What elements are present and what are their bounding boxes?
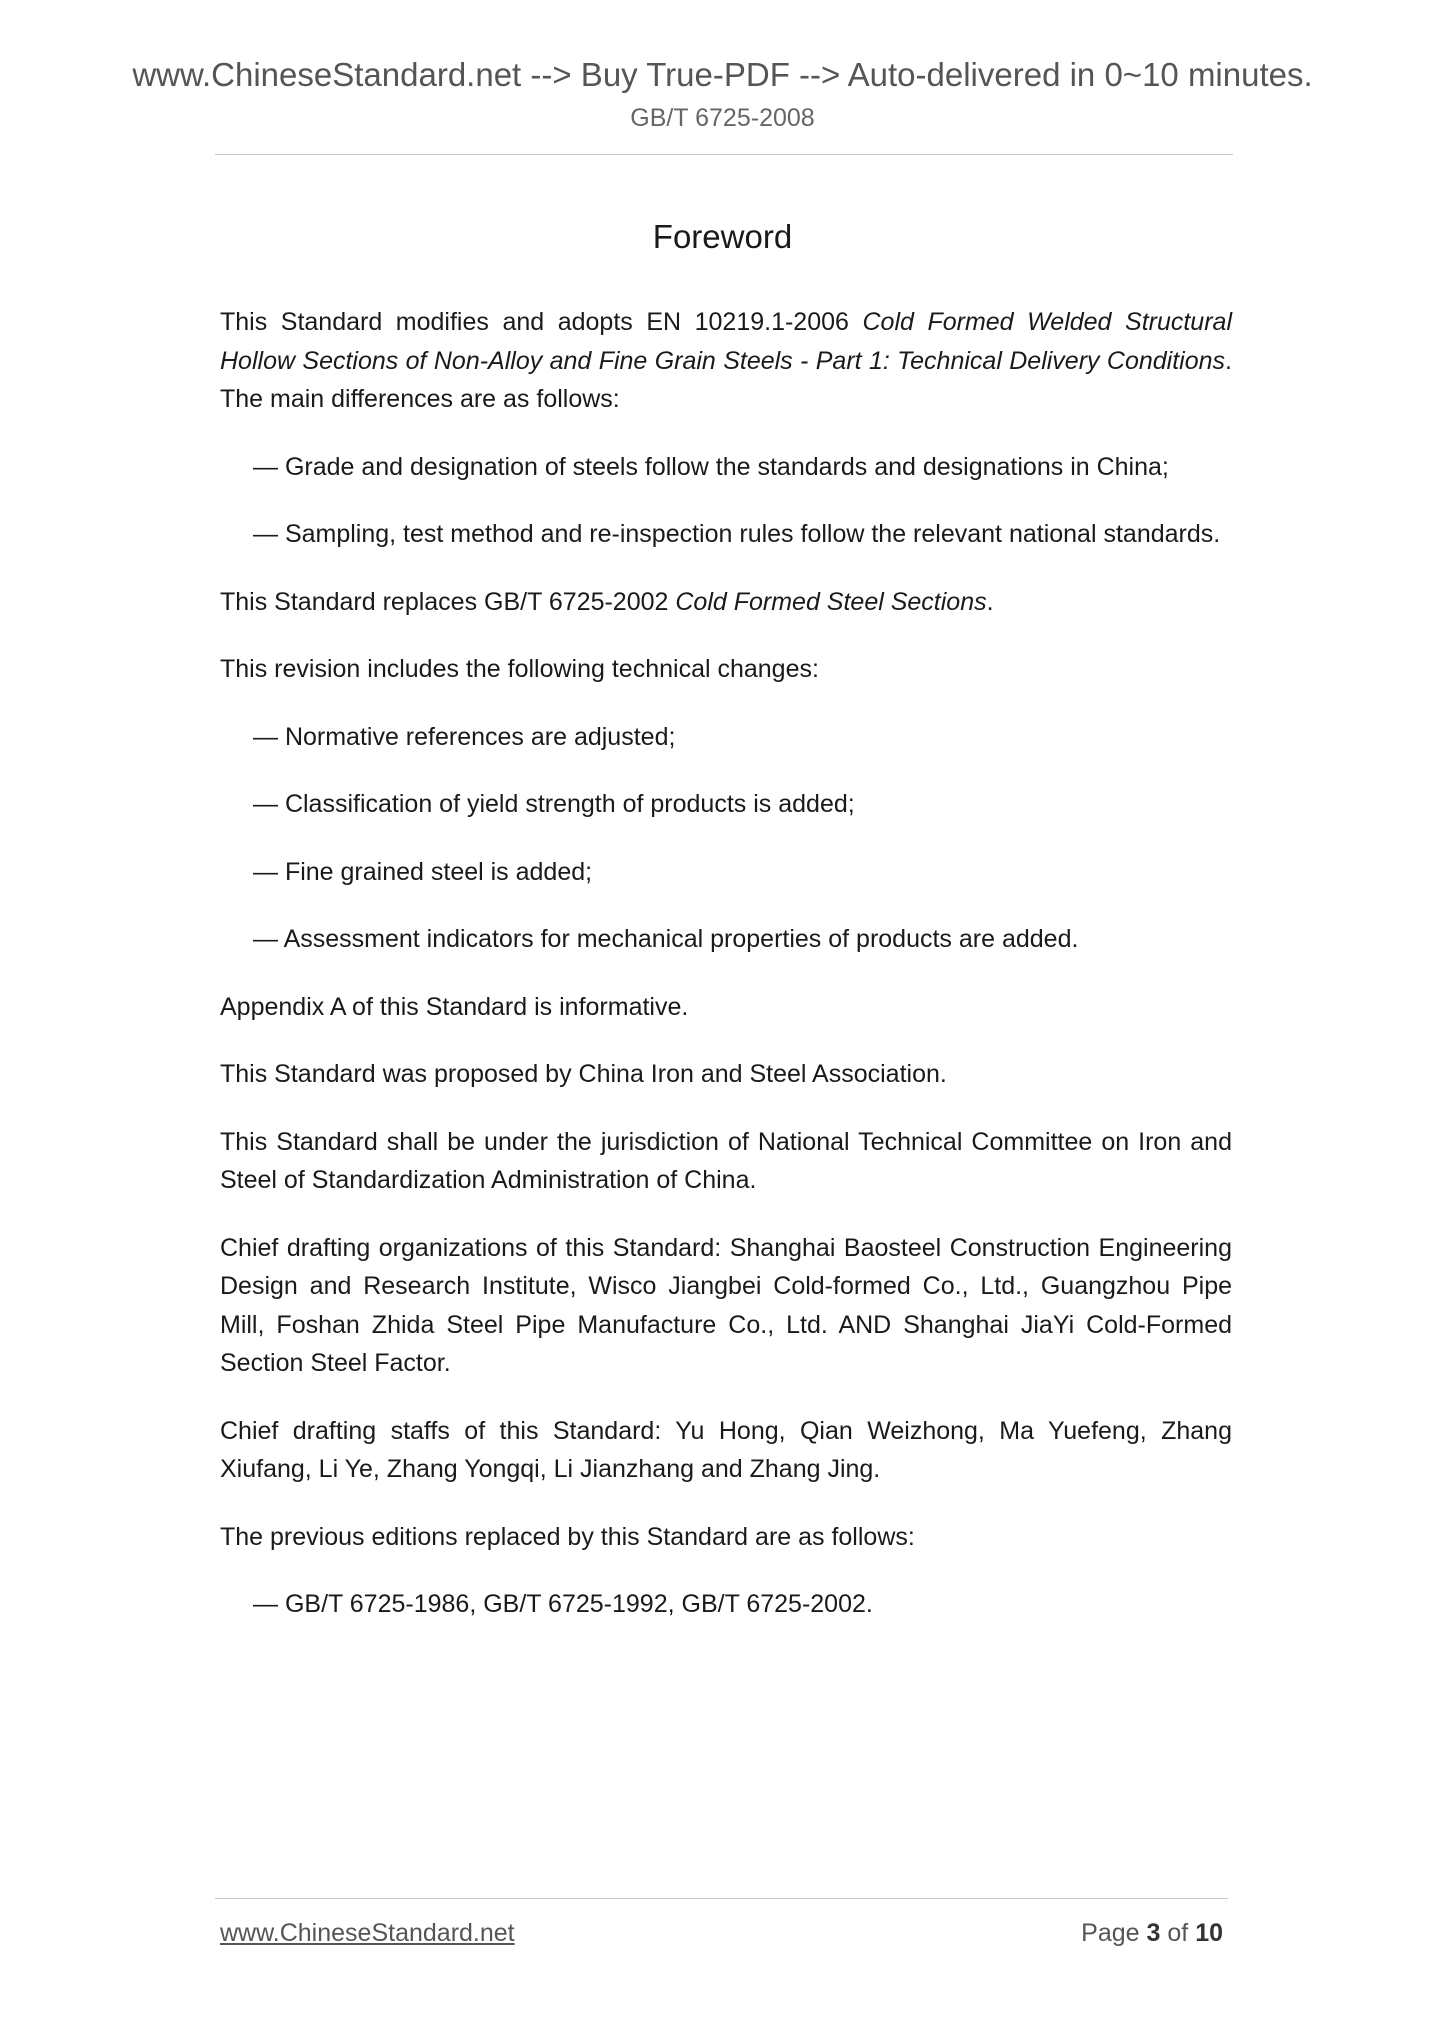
document-body bbox=[220, 303, 1232, 1653]
list-item-edition-1: — GB/T 6725-1986, GB/T 6725-1992, GB/T 6725-2002. bbox=[253, 1590, 873, 1618]
paragraph-proposed-by: This Standard was proposed by China Iron and Steel Association. bbox=[220, 1060, 947, 1088]
page-number bbox=[1081, 1919, 1223, 1948]
header-divider bbox=[215, 154, 1233, 155]
footer-website-link[interactable]: www.ChineseStandard.net bbox=[220, 1919, 515, 1947]
list-item-change-3: — Fine grained steel is added; bbox=[253, 857, 593, 886]
replaces-text-end: . bbox=[986, 587, 994, 616]
adopted-standard-title: Cold Formed Welded Structural Hollow Sections of Non-Alloy and Fine Grain Steels - Part 1: Technical Delivery Conditions bbox=[220, 308, 1232, 375]
page-total: 10 bbox=[1195, 1919, 1223, 1947]
footer-divider bbox=[215, 1898, 1228, 1899]
page-current: 3 bbox=[1146, 1919, 1161, 1947]
paragraph-replaces bbox=[220, 583, 1232, 622]
replaces-text-start: This Standard replaces GB/T 6725-2002 bbox=[220, 587, 676, 616]
list-item-change-4: — Assessment indicators for mechanical properties of products are added. bbox=[253, 925, 1079, 953]
replaced-standard-title: Cold Formed Steel Sections bbox=[675, 587, 987, 616]
page-title: Foreword bbox=[652, 218, 793, 255]
header-banner: www.ChineseStandard.net --> Buy True-PDF --> Auto-delivered in 0~10 minutes. bbox=[132, 56, 1313, 93]
paragraph-previous-editions: The previous editions replaced by this Standard are as follows: bbox=[220, 1522, 915, 1551]
paragraph-drafting-organizations: Chief drafting organizations of this Standard: Shanghai Baosteel Construction Engineering Design and Research Institute, Wisco Jiangbei Cold-formed Co., Ltd., Guangzhou Pipe Mill, Foshan Zhida Steel Pipe Manufacture Co., Ltd. AND Shanghai JiaYi Cold-Formed Section Steel Factor. bbox=[220, 1233, 1232, 1377]
page-word: Page bbox=[1081, 1919, 1140, 1947]
paragraph-jurisdiction: This Standard shall be under the jurisdiction of National Technical Committee on Iron and Steel of Standardization Administration of China. bbox=[220, 1127, 1232, 1194]
page-of: of bbox=[1167, 1919, 1189, 1947]
paragraph-appendix: Appendix A of this Standard is informative. bbox=[220, 992, 689, 1021]
adoption-text-end: . The main differences are as follows: bbox=[220, 346, 1232, 413]
adoption-text-start: This Standard modifies and adopts EN 10219.1-2006 bbox=[220, 308, 863, 336]
list-item-change-1: — Normative references are adjusted; bbox=[253, 722, 676, 751]
paragraph-drafting-staffs: Chief drafting staffs of this Standard: Yu Hong, Qian Weizhong, Ma Yuefeng, Zhang Xiufang, Li Ye, Zhang Yongqi, Li Jianzhang and Zhang Jing. bbox=[220, 1416, 1232, 1483]
paragraph-revision-intro: This revision includes the following technical changes: bbox=[220, 655, 819, 683]
list-item-difference-1: — Grade and designation of steels follow the standards and designations in China; bbox=[253, 452, 1169, 481]
header-standard-code: GB/T 6725-2008 bbox=[630, 104, 815, 132]
list-item-change-2: — Classification of yield strength of products is added; bbox=[253, 790, 855, 818]
list-item-difference-2: — Sampling, test method and re-inspection rules follow the relevant national standards. bbox=[253, 520, 1221, 548]
paragraph-adoption bbox=[220, 303, 1232, 419]
